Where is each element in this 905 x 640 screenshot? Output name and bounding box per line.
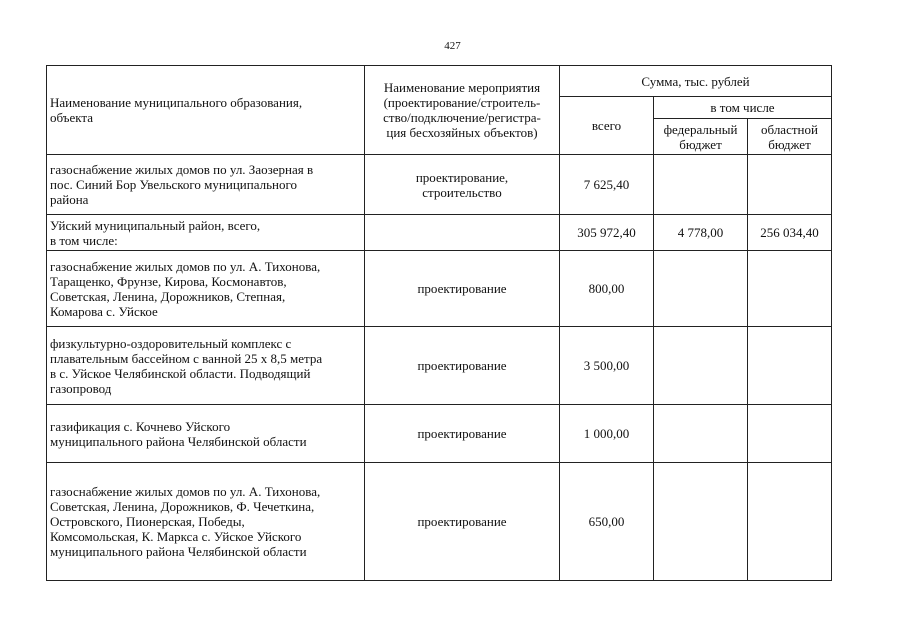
row-federal-cell: 4 778,00 [654, 215, 748, 251]
row-federal-cell [654, 463, 748, 581]
row-name-cell: газоснабжение жилых домов по ул. А. Тихонова, Таращенко, Фрунзе, Кирова, Космонавтов, Советская, Ленина, Дорожников, Степная, Комарова с. Уйское [47, 251, 365, 327]
row-regional-cell [748, 251, 832, 327]
row-federal-cell [654, 405, 748, 463]
row-total-cell: 305 972,40 [560, 215, 654, 251]
row-regional-cell [748, 463, 832, 581]
row-total-cell: 7 625,40 [560, 155, 654, 215]
header-federal-cell: федеральный бюджет [654, 119, 748, 155]
row-regional-cell: 256 034,40 [748, 215, 832, 251]
row-name-cell: Уйский муниципальный район, всего, в том числе: [47, 215, 365, 251]
row-total-cell: 800,00 [560, 251, 654, 327]
row-federal-cell [654, 327, 748, 405]
header-event-cell: Наименование мероприятия (проектирование/строитель- ство/подключение/регистра- ция бесхозяйных объектов) [365, 66, 560, 155]
header-regional-cell: областной бюджет [748, 119, 832, 155]
table-row [47, 155, 832, 215]
page-number: 427 [444, 40, 461, 52]
row-event-cell: проектирование, строительство [365, 155, 560, 215]
row-total-cell: 3 500,00 [560, 327, 654, 405]
row-name-cell: газоснабжение жилых домов по ул. Заозерная в пос. Синий Бор Увельского муниципального района [47, 155, 365, 215]
row-total-cell: 1 000,00 [560, 405, 654, 463]
row-total-cell: 650,00 [560, 463, 654, 581]
header-sum-cell: Сумма, тыс. рублей [560, 66, 832, 97]
row-name-cell: физкультурно-оздоровительный комплекс с плавательным бассейном с ванной 25 х 8,5 метра в с. Уйское Челябинской области. Подводящий газопровод [47, 327, 365, 405]
budget-table [46, 65, 832, 581]
table-row [47, 405, 832, 463]
row-event-cell: проектирование [365, 463, 560, 581]
table-row [47, 463, 832, 581]
row-regional-cell [748, 155, 832, 215]
row-regional-cell [748, 405, 832, 463]
row-event-cell [365, 215, 560, 251]
row-federal-cell [654, 155, 748, 215]
header-name-cell: Наименование муниципального образования, объекта [47, 66, 365, 155]
header-row-1 [47, 66, 832, 97]
header-including-cell: в том числе [654, 97, 832, 119]
table-row [47, 327, 832, 405]
table-row [47, 215, 832, 251]
row-name-cell: газификация с. Кочнево Уйского муниципального района Челябинской области [47, 405, 365, 463]
header-total-cell: всего [560, 97, 654, 155]
row-event-cell: проектирование [365, 405, 560, 463]
row-regional-cell [748, 327, 832, 405]
row-federal-cell [654, 251, 748, 327]
row-event-cell: проектирование [365, 251, 560, 327]
table-row [47, 251, 832, 327]
row-name-cell: газоснабжение жилых домов по ул. А. Тихонова, Советская, Ленина, Дорожников, Ф. Чечеткина, Островского, Пионерская, Победы, Комсомольская, К. Маркса с. Уйское Уйского муниципального района Челябинской области [47, 463, 365, 581]
row-event-cell: проектирование [365, 327, 560, 405]
